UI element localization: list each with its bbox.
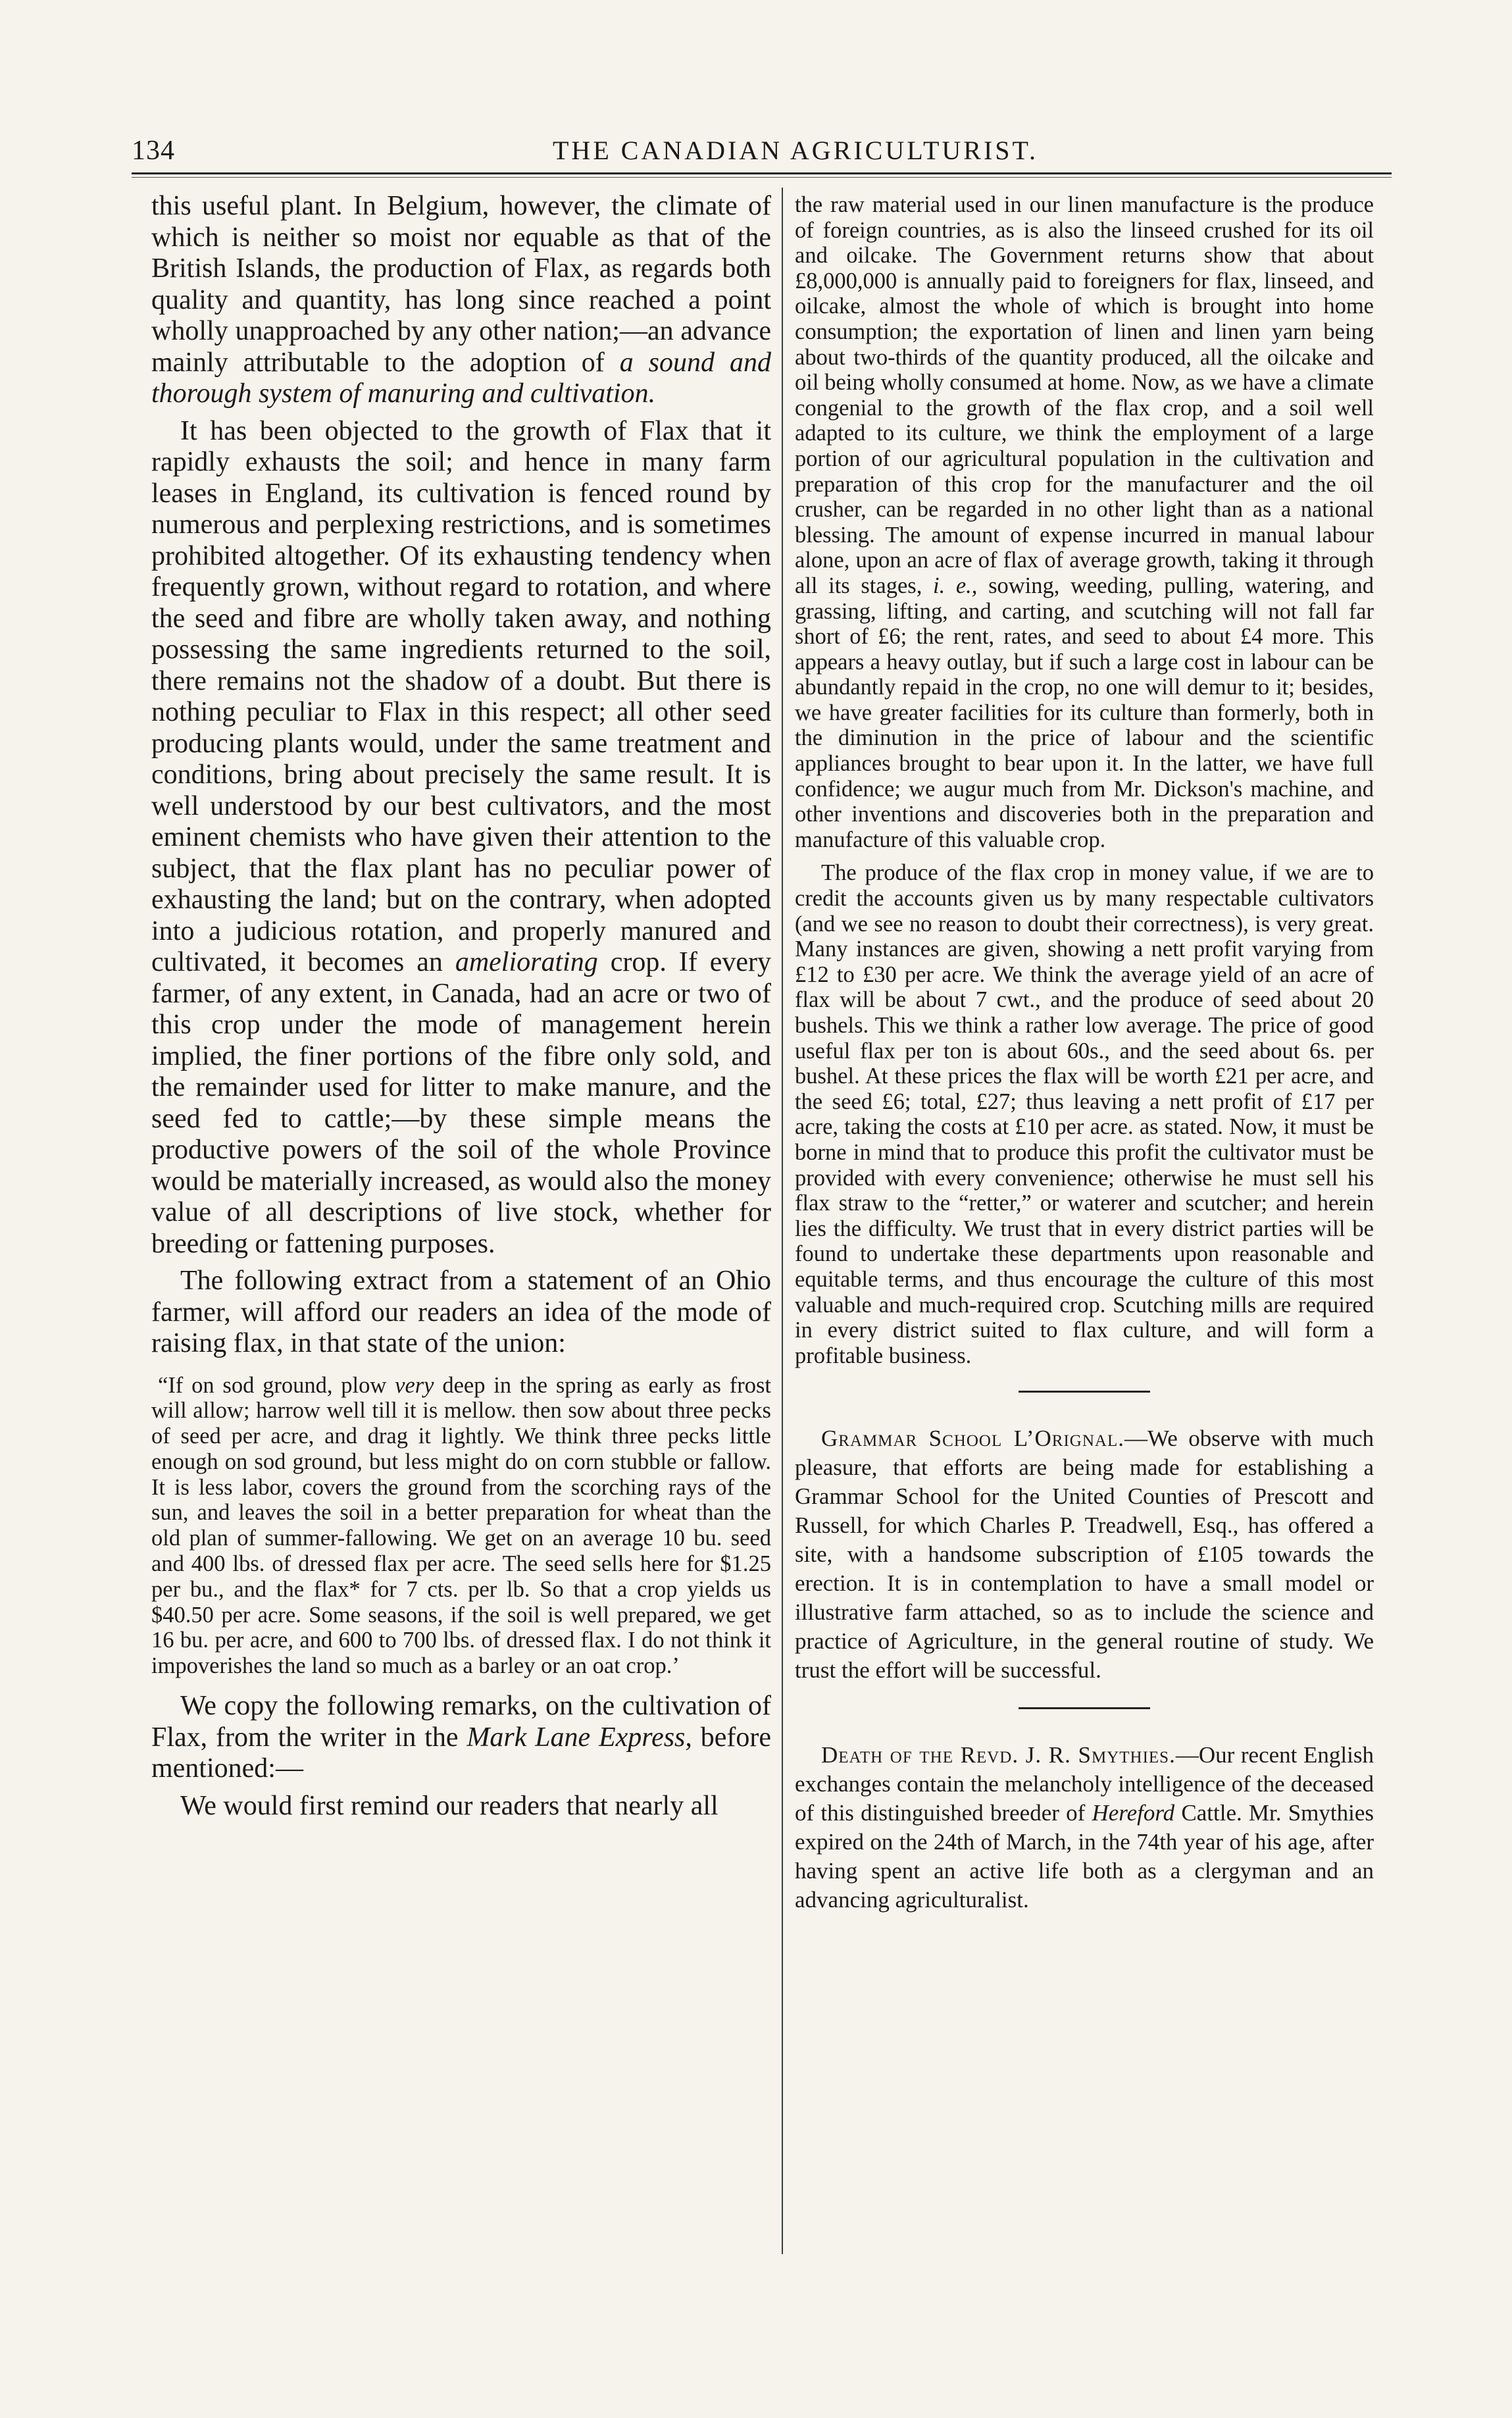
running-title: THE CANADIAN AGRICULTURIST. xyxy=(553,136,1038,165)
paragraph-objection: It has been objected to the growth of Flax that it rapidly exhausts the soil; and hence in many farm leases in England, its cultivation is fenced round by numerous and perplexing restrictions, and is sometimes prohibited altogether. Of its exhausting tendency when frequently grown, without regard to rotation, and where the seed and fibre are wholly taken away, and nothing possessing the same ingredients returned to the soil, there remains not the shadow of a doubt. But there is nothing peculiar to Flax in this respect; all other seed producing plants would, under the same treatment and conditions, bring about precisely the same result. It is well understood by our best cultivators, and the most eminent chemists who have given their attention to the subject, that the flax plant has no peculiar power of exhausting the land; but on the contrary, when adopted into a judicious rotation, and properly manured and cultivated, it becomes an ameliorating crop. If every farmer, of any extent, in Canada, had an acre or two of this crop under the mode of management herein implied, the finer portions of the fibre only sold, and the remainder used for litter to make manure, and the seed fed to cattle;—by these simple means the productive powers of the soil of the whole Province would be materially increased, as would also the money value of all descriptions of live stock, whether for breeding or fattening purposes. xyxy=(151,415,772,1259)
ohio-farmer-quote: “If on sod ground, plow very deep in the spring as early as frost will allow; harrow well till it is mellow. then sow about three pecks of seed per acre, and drag it lightly. We think three pecks little enough on sod ground, but less might do on corn stubble or fallow. It is less labor, covers the ground from the scorching rays of the sun, and leaves the soil in a better preparation for wheat than the old plan of summer-fallowing. We get on an average 10 bu. seed and 400 lbs. of dressed flax per acre. The seed sells here for $1.25 per bu., and the flax* for 7 cts. per lb. So that a crop yields us $40.50 per acre. Some seasons, if the soil is well prepared, we get 16 bu. per acre, and 600 to 700 lbs. of dressed flax. I do not think it impoverishes the land so much as a barley or an oat crop.’ xyxy=(151,1372,771,1679)
column-divider xyxy=(782,188,783,2254)
header-rule-thin xyxy=(132,177,1392,178)
notice-heading: Grammar School L’Orignal. xyxy=(821,1426,1124,1452)
paragraph-remind: We would first remind our readers that nearly all xyxy=(180,1790,718,1821)
left-column xyxy=(151,191,771,1822)
paragraph-produce-value: The produce of the flax crop in money value, if we are to credit the accounts given us by many respectable cultivators (and we see no reason to doubt their correctness), is very great. Many instances are given, showing a nett profit varying from £12 to £30 per acre. We think the average yield of an acre of flax will be about 7 cwt., and the produce of seed about 20 bushels. This we think a rather low average. The price of good useful flax per ton is about 60s., and the seed about 6s. per bushel. At these prices the flax will be worth £21 per acre, and the seed £6; total, £27; thus leaving a nett profit of £17 per acre, taking the costs at £10 per acre. as stated. Now, it must be borne in mind that to produce this profit the cultivator must be provided with every convenience; otherwise he must sell his flax straw to the “retter,” or waterer and scutcher; and herein lies the difficulty. We trust that in every district parties will be found to undertake these departments upon reasonable and equitable terms, and thus encourage the culture of this most valuable and much-required crop. Scutching mills are required in every district suited to flax culture, and will form a profitable business. xyxy=(795,860,1374,1368)
notice-grammar-school: Grammar School L’Orignal.—We observe with much pleasure, that efforts are being made for establishing a Grammar School for the United Counties of Prescott and Russell, for which Charles P. Treadwell, Esq., has offered a site, with a handsome subscription of £105 towards the erection. It is in contemplation to have a small model or illustrative farm attached, so as to include the science and practice of Agriculture, in the general routine of study. We trust the effort will be successful. xyxy=(795,1426,1374,1684)
page-header xyxy=(132,135,1392,188)
section-divider xyxy=(1019,1707,1150,1709)
paragraph-ohio-intro: The following extract from a statement of an Ohio farmer, will afford our readers an idea of the mode of raising flax, in that state of the union: xyxy=(151,1266,771,1358)
paragraph-mark-lane: We copy the following remarks, on the cultivation of Flax, from the writer in the Mark Lane Express, before mentioned:— xyxy=(151,1691,771,1784)
paragraph-belgium: this useful plant. In Belgium, however, the climate of which is neither so moist nor equable as that of the British Islands, the production of Flax, as regards both quality and quantity, has long since reached a point wholly unapproached by any other nation;—an advance mainly attributable to the adoption of a sound and thorough system of manuring and cultivation. xyxy=(151,191,771,409)
section-divider xyxy=(1019,1391,1150,1393)
page-number: 134 xyxy=(132,136,175,166)
header-rule xyxy=(132,172,1392,174)
paragraph-raw-material: the raw material used in our linen manufacture is the produce of foreign countries, as is also the linseed crushed for its oil and oilcake. The Government returns show that about £8,000,000 is annually paid to foreigners for flax, linseed, and oilcake, almost the whole of which is brought into home consumption; the exportation of linen and linen yarn being about two-thirds of the quantity produced, all the oilcake and oil being wholly consumed at home. Now, as we have a climate congenial to the growth of the flax crop, and a soil well adapted to its culture, we think the employment of a large portion of our agricultural population in the cultivation and preparation of this crop for the manufacturer and the oil crusher, can be regarded in no other light than as a national blessing. The amount of expense incurred in manual labour alone, upon an acre of flax of average growth, taking it through all its stages, i. e., sowing, weeding, pulling, watering, and grassing, lifting, and carting, and scutching will not fall far short of £6; the rent, rates, and seed to about £4 more. This appears a heavy outlay, but if such a large cost in labour can be abundantly repaid in the crop, no one will demur to it; besides, we have greater facilities for its culture than formerly, both in the diminution in the price of labour and the scientific appliances brought to bear upon it. In the latter, we have full confidence; we augur much from Mr. Dickson's machine, and other inventions and discoveries both in the preparation and manufacture of this valuable crop. xyxy=(795,192,1374,852)
right-column xyxy=(795,192,1374,1915)
notice-death-smythies: Death of the Revd. J. R. Smythies.—Our recent English exchanges contain the melancholy intelligence of the deceased of this distinguished breeder of Hereford Cattle. Mr. Smythies expired on the 24th of March, in the 74th year of his age, after having spent an active life both as a clergyman and an advancing agriculturalist. xyxy=(795,1742,1374,1913)
notice-heading: Death of the Revd. J. R. Smythies. xyxy=(821,1742,1176,1768)
